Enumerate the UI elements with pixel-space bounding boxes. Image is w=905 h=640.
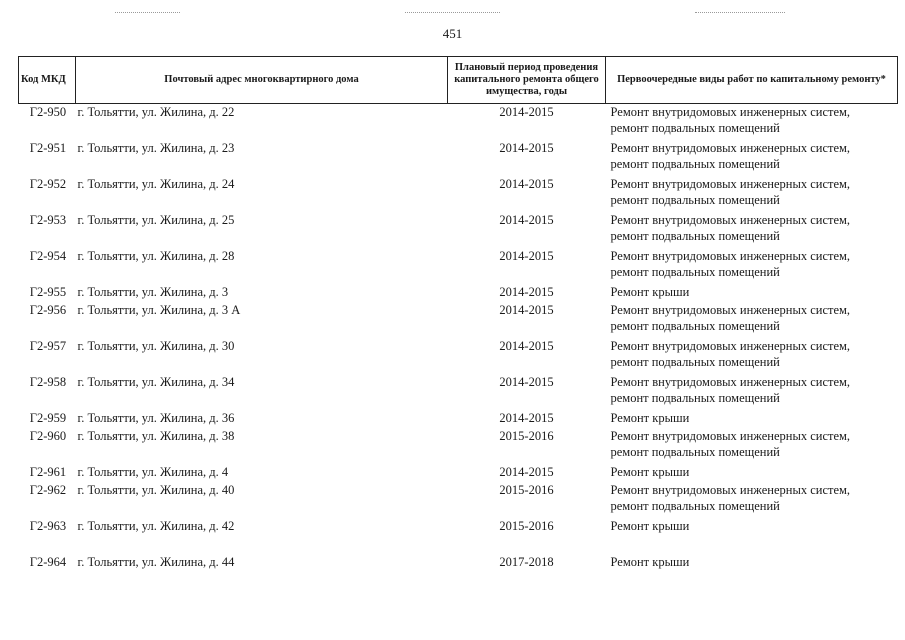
table-row — [19, 212, 898, 248]
row-period: 2014-2015 — [499, 105, 554, 119]
row-address: г. Тольятти, ул. Жилина, д. 25 — [77, 213, 235, 227]
table-row — [19, 302, 898, 338]
row-works-line1: Ремонт крыши — [610, 285, 690, 299]
row-period: 2014-2015 — [499, 177, 554, 191]
row-code: Г2-962 — [29, 483, 67, 497]
row-works-line1: Ремонт крыши — [610, 519, 690, 533]
row-code: Г2-961 — [29, 465, 67, 479]
row-period: 2015-2016 — [499, 519, 554, 533]
table-row — [19, 428, 898, 464]
table-body — [19, 104, 898, 573]
table-row — [19, 374, 898, 410]
row-works — [606, 338, 898, 374]
row-works-line2: ремонт подвальных помещений — [610, 355, 780, 369]
row-works-line2: ремонт подвальных помещений — [610, 121, 780, 135]
row-works — [606, 428, 898, 464]
row-period: 2014-2015 — [499, 303, 554, 317]
row-period: 2015-2016 — [499, 429, 554, 443]
row-works — [606, 518, 898, 554]
row-code: Г2-954 — [29, 249, 67, 263]
row-works — [606, 140, 898, 176]
table-row — [19, 284, 898, 302]
row-works-line2: ремонт подвальных помещений — [610, 445, 780, 459]
row-period: 2014-2015 — [499, 213, 554, 227]
row-code: Г2-953 — [29, 213, 67, 227]
row-works-line1: Ремонт внутридомовых инженерных систем, — [610, 177, 851, 191]
row-period: 2015-2016 — [499, 483, 554, 497]
table-row — [19, 554, 898, 572]
scan-artifact-center — [405, 12, 500, 13]
row-period: 2014-2015 — [499, 411, 554, 425]
row-code: Г2-956 — [29, 303, 67, 317]
table-row — [19, 482, 898, 518]
row-period: 2014-2015 — [499, 375, 554, 389]
row-address: г. Тольятти, ул. Жилина, д. 23 — [77, 141, 235, 155]
row-code: Г2-952 — [29, 177, 67, 191]
row-address: г. Тольятти, ул. Жилина, д. 4 — [77, 465, 229, 479]
row-works-line1: Ремонт крыши — [610, 555, 690, 569]
table-row — [19, 104, 898, 141]
row-code: Г2-955 — [29, 285, 67, 299]
row-code: Г2-951 — [29, 141, 67, 155]
row-works — [606, 464, 898, 482]
row-works-line1: Ремонт внутридомовых инженерных систем, — [610, 303, 851, 317]
row-address: г. Тольятти, ул. Жилина, д. 3 А — [77, 303, 241, 317]
row-works-line1: Ремонт крыши — [610, 465, 690, 479]
row-code: Г2-960 — [29, 429, 67, 443]
row-address: г. Тольятти, ул. Жилина, д. 28 — [77, 249, 235, 263]
row-address: г. Тольятти, ул. Жилина, д. 30 — [77, 339, 235, 353]
scan-artifact-right — [695, 12, 785, 13]
row-address: г. Тольятти, ул. Жилина, д. 42 — [77, 519, 235, 533]
row-address: г. Тольятти, ул. Жилина, д. 38 — [77, 429, 235, 443]
row-works-line2: ремонт подвальных помещений — [610, 193, 780, 207]
row-address: г. Тольятти, ул. Жилина, д. 40 — [77, 483, 235, 497]
row-works-line2: ремонт подвальных помещений — [610, 391, 780, 405]
row-works-line2: ремонт подвальных помещений — [610, 499, 780, 513]
row-works — [606, 284, 898, 302]
row-works-line1: Ремонт внутридомовых инженерных систем, — [610, 339, 851, 353]
row-works — [606, 176, 898, 212]
row-code: Г2-964 — [29, 555, 67, 569]
row-works-line2: ремонт подвальных помещений — [610, 265, 780, 279]
row-address: г. Тольятти, ул. Жилина, д. 44 — [77, 555, 235, 569]
row-address: г. Тольятти, ул. Жилина, д. 3 — [77, 285, 229, 299]
row-works-line2: ремонт подвальных помещений — [610, 319, 780, 333]
table-row — [19, 464, 898, 482]
row-works-line2: ремонт подвальных помещений — [610, 229, 780, 243]
table-row — [19, 338, 898, 374]
capital-repair-table — [18, 56, 898, 572]
row-address: г. Тольятти, ул. Жилина, д. 22 — [77, 105, 235, 119]
table-row — [19, 518, 898, 554]
header-address: Почтовый адрес многоквартирного дома — [76, 57, 448, 104]
row-works-line2: ремонт подвальных помещений — [610, 157, 780, 171]
row-code: Г2-950 — [29, 105, 67, 119]
row-works-line1: Ремонт внутридомовых инженерных систем, — [610, 429, 851, 443]
table-row — [19, 140, 898, 176]
row-works-line1: Ремонт внутридомовых инженерных систем, — [610, 375, 851, 389]
header-code: Код МКД — [19, 57, 76, 104]
row-period: 2014-2015 — [499, 141, 554, 155]
header-period: Плановый период проведения капитального ремонта общего имущества, годы — [448, 57, 606, 104]
row-address: г. Тольятти, ул. Жилина, д. 24 — [77, 177, 235, 191]
row-works-line1: Ремонт внутридомовых инженерных систем, — [610, 483, 851, 497]
row-code: Г2-958 — [29, 375, 67, 389]
row-works — [606, 482, 898, 518]
row-works-line1: Ремонт внутридомовых инженерных систем, — [610, 249, 851, 263]
header-works: Первоочередные виды работ по капитальному ремонту* — [606, 57, 898, 104]
table-header-row — [19, 57, 898, 104]
row-period: 2017-2018 — [499, 555, 554, 569]
row-period: 2014-2015 — [499, 249, 554, 263]
row-works — [606, 248, 898, 284]
row-works — [606, 374, 898, 410]
row-works-line1: Ремонт внутридомовых инженерных систем, — [610, 105, 851, 119]
table-row — [19, 248, 898, 284]
row-works — [606, 212, 898, 248]
row-works — [606, 554, 898, 572]
row-address: г. Тольятти, ул. Жилина, д. 36 — [77, 411, 235, 425]
table-row — [19, 176, 898, 212]
scan-artifact-left — [115, 12, 180, 13]
row-code: Г2-963 — [29, 519, 67, 533]
row-works-line1: Ремонт внутридомовых инженерных систем, — [610, 141, 851, 155]
row-address: г. Тольятти, ул. Жилина, д. 34 — [77, 375, 235, 389]
row-works-line1: Ремонт внутридомовых инженерных систем, — [610, 213, 851, 227]
row-period: 2014-2015 — [499, 285, 554, 299]
table-row — [19, 410, 898, 428]
row-code: Г2-959 — [29, 411, 67, 425]
row-period: 2014-2015 — [499, 339, 554, 353]
row-works — [606, 104, 898, 141]
row-works — [606, 302, 898, 338]
row-code: Г2-957 — [29, 339, 67, 353]
row-works-line1: Ремонт крыши — [610, 411, 690, 425]
row-works — [606, 410, 898, 428]
page-number: 451 — [442, 26, 463, 41]
row-period: 2014-2015 — [499, 465, 554, 479]
